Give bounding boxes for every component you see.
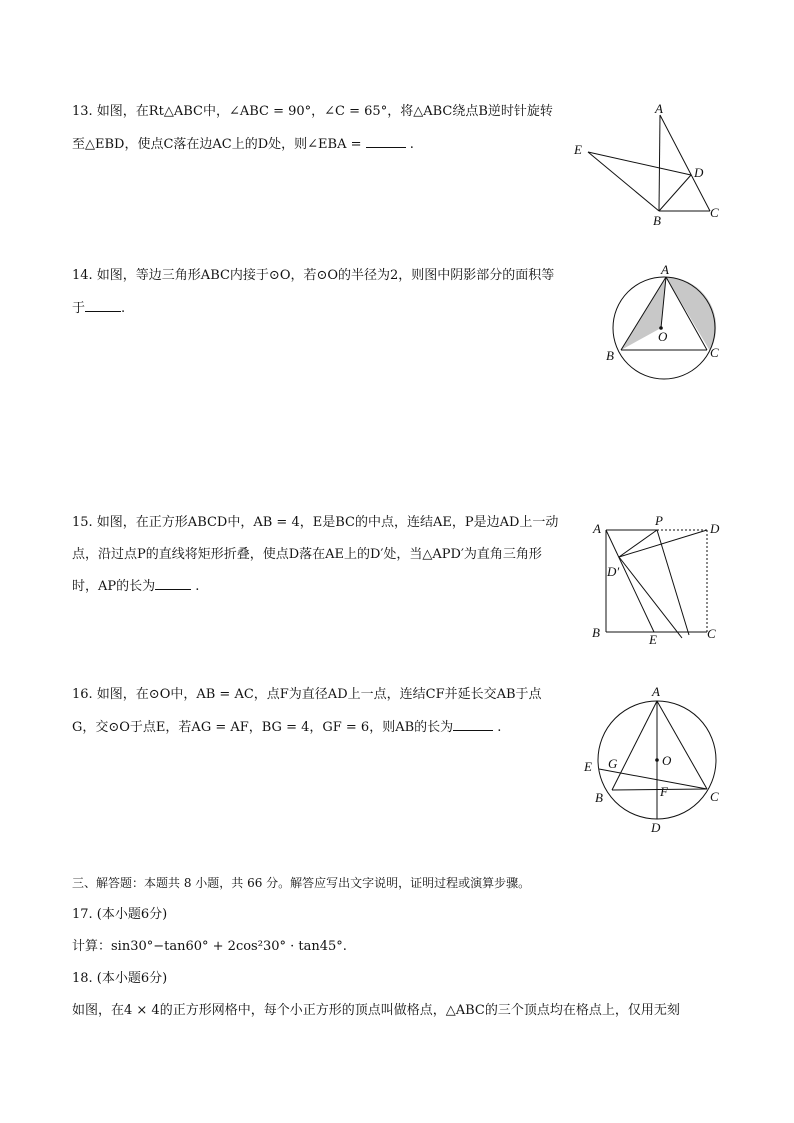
q14-line-2-end: . [121,301,126,316]
q14-line-2-text: 于 [72,301,86,316]
label-f: F [660,784,668,799]
label-a: A [593,521,601,536]
answer-blank [85,299,121,312]
label-g: G [608,756,618,771]
q15-diagram [585,510,725,650]
q16-line-1: 16. 如图，在⊙O中，AB = AC，点F为直径AD上一点，连结CF并延长交AB于点 [72,687,542,702]
label-d: D [710,521,720,536]
q14-figure [598,262,728,387]
q14-line-1: 14. 如图，等边三角形ABC内接于⊙O，若⊙O的半径为2，则图中阴影部分的面积等 [72,268,555,283]
q16-line-2-text: G，交⊙O于点E，若AG = AF，BG = 4，GF = 6，则AB的长为 [72,720,454,735]
label-d-prime: D′ [607,564,620,579]
label-o: O [662,753,672,768]
q17-body: 计算：sin30°−tan60° + 2cos²30° · tan45°. [72,939,347,954]
label-p: P [655,513,663,528]
q13-line-2-end: . [405,137,414,152]
label-e: E [649,632,657,647]
label-b: B [595,790,603,805]
label-o: O [658,329,668,344]
label-c: C [707,626,716,641]
label-b: B [592,625,600,640]
q17-header: 17. (本小题6分) [72,907,168,922]
label-c: C [710,205,719,220]
label-c: C [710,345,719,360]
q18-header: 18. (本小题6分) [72,971,168,986]
label-b: B [653,213,661,228]
section-3-heading: 三、解答题：本题共 8 小题，共 66 分。解答应写出文字说明，证明过程或演算步骤。 [72,876,531,890]
label-b: B [606,348,614,363]
label-a: A [652,684,660,699]
label-a: A [661,262,669,277]
answer-blank [155,577,191,590]
q13-line-1: 13. 如图，在Rt△ABC中，∠ABC = 90°，∠C = 65°，将△ABC绕点B逆时针旋转 [72,104,553,119]
q16-line-2-end: . [493,720,502,735]
q14-diagram [598,262,728,387]
q15-line-2: 点，沿过点P的直线将矩形折叠，使点D落在AE上的D′处，当△APD′为直角三角形 [72,547,542,562]
q16-figure [578,680,728,840]
q15-line-3-text: 时，AP的长为 [72,579,156,594]
label-e: E [574,142,582,157]
q13-diagram [560,95,730,230]
q15-line-3 [72,577,199,596]
label-d: D [651,820,661,835]
q13-line-2 [72,135,414,154]
label-a: A [655,101,663,116]
label-d: D [694,165,704,180]
q15-figure [585,510,725,650]
q18-body: 如图，在4 × 4的正方形网格中，每个小正方形的顶点叫做格点，△ABC的三个顶点均在格点上，仅用无刻 [72,1003,680,1018]
q13-figure [560,95,730,230]
label-c: C [710,789,719,804]
q16-line-2 [72,718,501,737]
label-e: E [584,759,592,774]
q15-line-3-end: . [191,579,200,594]
answer-blank [453,718,493,731]
q13-line-2-text: 至△EBD，使点C落在边AC上的D处，则∠EBA = [72,137,366,152]
q15-line-1: 15. 如图，在正方形ABCD中，AB = 4，E是BC的中点，连结AE，P是边AD上一动 [72,515,559,530]
answer-blank [366,135,406,148]
q16-diagram [578,680,728,840]
q14-line-2 [72,299,125,318]
